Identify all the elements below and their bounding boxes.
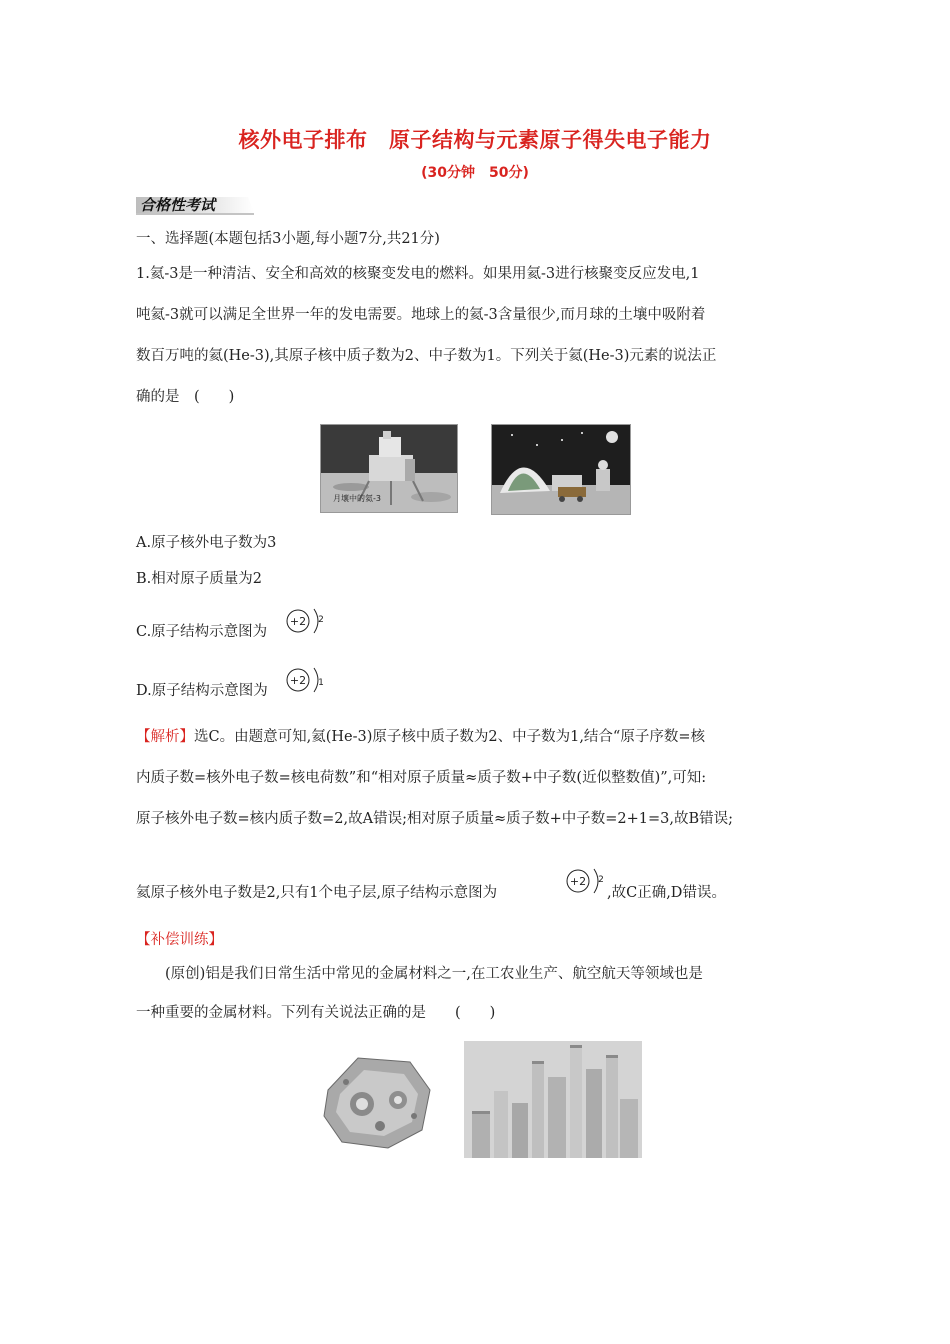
option-c: C.原子结构示意图为 (136, 624, 268, 640)
atom-analysis-nucleus: +2 (569, 875, 587, 888)
atom-c-nucleus: +2 (289, 615, 307, 628)
q1-line-4: 确的是 ( ) (136, 389, 235, 405)
part-heading: 一、选择题(本题包括3小题,每小题7分,共21分) (136, 231, 440, 247)
atom-d-nucleus: +2 (289, 674, 307, 687)
supplement-line-1: (原创)铝是我们日常生活中常见的金属材料之一,在工农业生产、航空航天等领域也是 (165, 966, 703, 982)
analysis-line-4-post: ,故C正确,D错误。 (607, 885, 726, 901)
atom-d-shell: 1 (318, 678, 324, 688)
q1-line-1: 1.氦-3是一种清洁、安全和高效的核聚变发电的燃料。如果用氦-3进行核聚变反应发电,1 (136, 266, 700, 282)
atom-diagram-analysis (564, 866, 608, 896)
analysis-line-2: 内质子数=核外电子数=核电荷数”和“相对原子质量≈质子数+中子数(近似整数值)”,可知: (136, 770, 707, 786)
section-banner: 合格性考试 (140, 196, 216, 214)
moon-lander-image (320, 424, 458, 513)
atom-diagram-c (284, 606, 330, 636)
analysis-tag: 【解析】 (136, 729, 194, 745)
supplement-line-2: 一种重要的金属材料。下列有关说法正确的是 ( ) (136, 1005, 496, 1021)
q1-line-3: 数百万吨的氦(He-3),其原子核中质子数为2、中子数为1。下列关于氦(He-3)元素的说法正 (136, 348, 717, 364)
q1-line-2: 吨氦-3就可以满足全世界一年的发电需要。地球上的氦-3含量很少,而月球的土壤中吸附着 (136, 307, 706, 323)
atom-diagram-d (284, 665, 330, 695)
option-d: D.原子结构示意图为 (136, 683, 268, 699)
moon-base-image (491, 424, 631, 515)
page-title: 核外电子排布 原子结构与元素原子得失电子能力 (238, 128, 712, 152)
option-b: B.相对原子质量为2 (136, 571, 262, 587)
aluminum-casting-image (318, 1050, 438, 1154)
supplement-tag: 【补偿训练】 (136, 932, 223, 948)
page-subtitle: (30分钟 50分) (421, 165, 529, 181)
analysis-line-1: 选C。由题意可知,氦(He-3)原子核中质子数为2、中子数为1,结合“原子序数=核 (194, 729, 705, 745)
aluminum-profiles-image (464, 1041, 642, 1158)
option-a: A.原子核外电子数为3 (136, 535, 277, 551)
analysis-line-3: 原子核外电子数=核内质子数=2,故A错误;相对原子质量≈质子数+中子数=2+1=3,故B错误; (136, 811, 734, 827)
atom-analysis-shell: 2 (598, 875, 604, 885)
moon-image-caption: 月壤中的氦-3 (333, 494, 381, 503)
analysis-line-4-pre: 氦原子核外电子数是2,只有1个电子层,原子结构示意图为 (136, 885, 498, 901)
atom-c-shell: 2 (318, 615, 324, 625)
